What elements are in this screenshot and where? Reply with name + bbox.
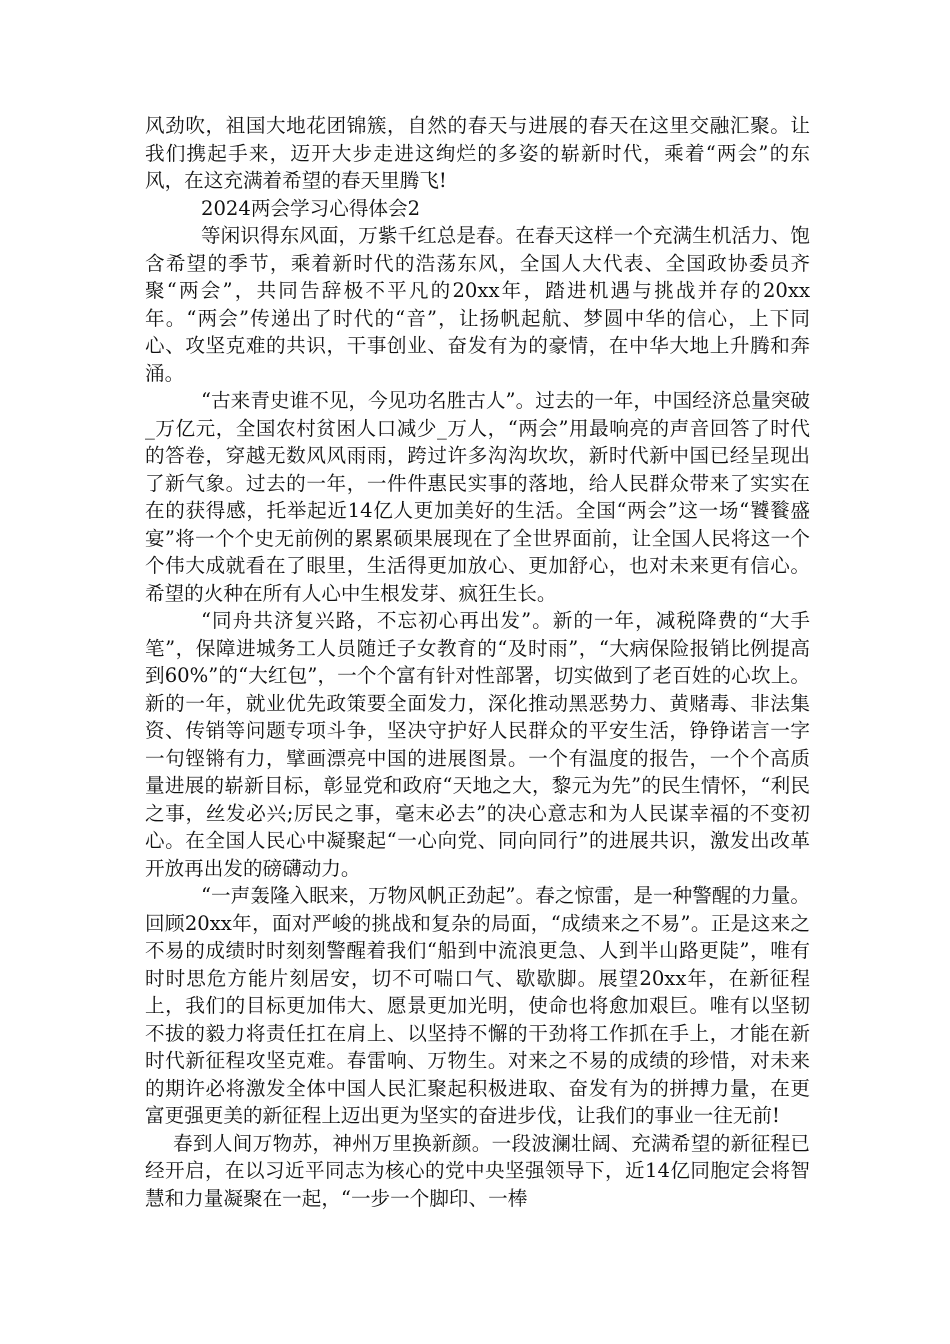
paragraph: 等闲识得东风面，万紫千红总是春。在春天这样一个充满生机活力、饱含希望的季节，乘着新时代的浩荡东风，全国人大代表、全国政协委员齐聚“两会”，共同告辞极不平凡的20xx年，踏进机遇与挑战并存的20xx年。“两会”传递出了时代的“音”，让扬帆起航、梦圆中华的信心，上下同心、攻坚克难的共识，干事创业、奋发有为的豪情，在中华大地上升腾和奔涌。 [145, 224, 810, 385]
paragraph: “同舟共济复兴路，不忘初心再出发”。新的一年，减税降费的“大手笔”，保障进城务工人员随迁子女教育的“及时雨”，“大病保险报销比例提高到60%”的“大红包”，一个个富有针对性部署，切实做到了老百姓的心坎上。新的一年，就业优先政策要全面发力，深化推动黑恶势力、黄赌毒、非法集资、传销等问题专项斗争，坚决守护好人民群众的平安生活，铮铮诺言一字一句铿锵有力，擘画漂亮中国的进展图景。一个有温度的报告，一个个高质量进展的崭新目标，彰显党和政府“天地之大，黎元为先”的民生情怀，“利民之事，丝发必兴;厉民之事，毫末必去”的决心意志和为人民谋幸福的不变初心。在全国人民心中凝聚起“一心向党、同向同行”的进展共识，激发出改革开放再出发的磅礴动力。 [145, 609, 810, 880]
document-page [145, 112, 810, 1212]
paragraph: 春到人间万物苏，神州万里换新颜。一段波澜壮阔、充满希望的新征程已经开启，在以习近平同志为核心的党中央坚强领导下，近14亿同胞定会将智慧和力量凝聚在一起，“一步一个脚印、一棒 [145, 1131, 810, 1210]
paragraph: “一声轰隆入眠来，万物风帆正劲起”。春之惊雷，是一种警醒的力量。回顾20xx年，面对严峻的挑战和复杂的局面，“成绩来之不易”。正是这来之不易的成绩时时刻刻警醒着我们“船到中流浪更急、人到半山路更陡”，唯有时时思危方能片刻居安，切不可喘口气、歇歇脚。展望20xx年，在新征程上，我们的目标更加伟大、愿景更加光明，使命也将愈加艰巨。唯有以坚韧不拔的毅力将责任扛在肩上、以坚持不懈的干劲将工作抓在手上，才能在新时代新征程攻坚克难。春雷响、万物生。对来之不易的成绩的珍惜，对未来的期许必将激发全体中国人民汇聚起积极进取、奋发有为的拼搏力量，在更富更强更美的新征程上迈出更为坚实的奋进步伐，让我们的事业一往无前! [145, 884, 810, 1127]
section-heading: 2024两会学习心得体会2 [201, 196, 421, 220]
paragraph: “古来青史谁不见，今见功名胜古人”。过去的一年，中国经济总量突破_万亿元，全国农村贫困人口减少_万人，“两会”用最响亮的声音回答了时代的答卷，穿越无数风风雨雨，跨过许多沟沟坎坎，新时代新中国已经呈现出了新气象。过去的一年，一件件惠民实事的落地，给人民群众带来了实实在在的获得感，托举起近14亿人更加美好的生活。全国“两会”这一场“饕餮盛宴”将一个个史无前例的累累硕果展现在了全世界面前，让全国人民将这一个个伟大成就看在了眼里，生活得更加放心、更加舒心，也对未来更有信心。希望的火种在所有人心中生根发芽、疯狂生长。 [145, 389, 810, 605]
paragraph-intro-continued: 风劲吹，祖国大地花团锦簇，自然的春天与进展的春天在这里交融汇聚。让我们携起手来，迈开大步走进这绚烂的多姿的崭新时代，乘着“两会”的东风，在这充满着希望的春天里腾飞! [145, 114, 810, 192]
